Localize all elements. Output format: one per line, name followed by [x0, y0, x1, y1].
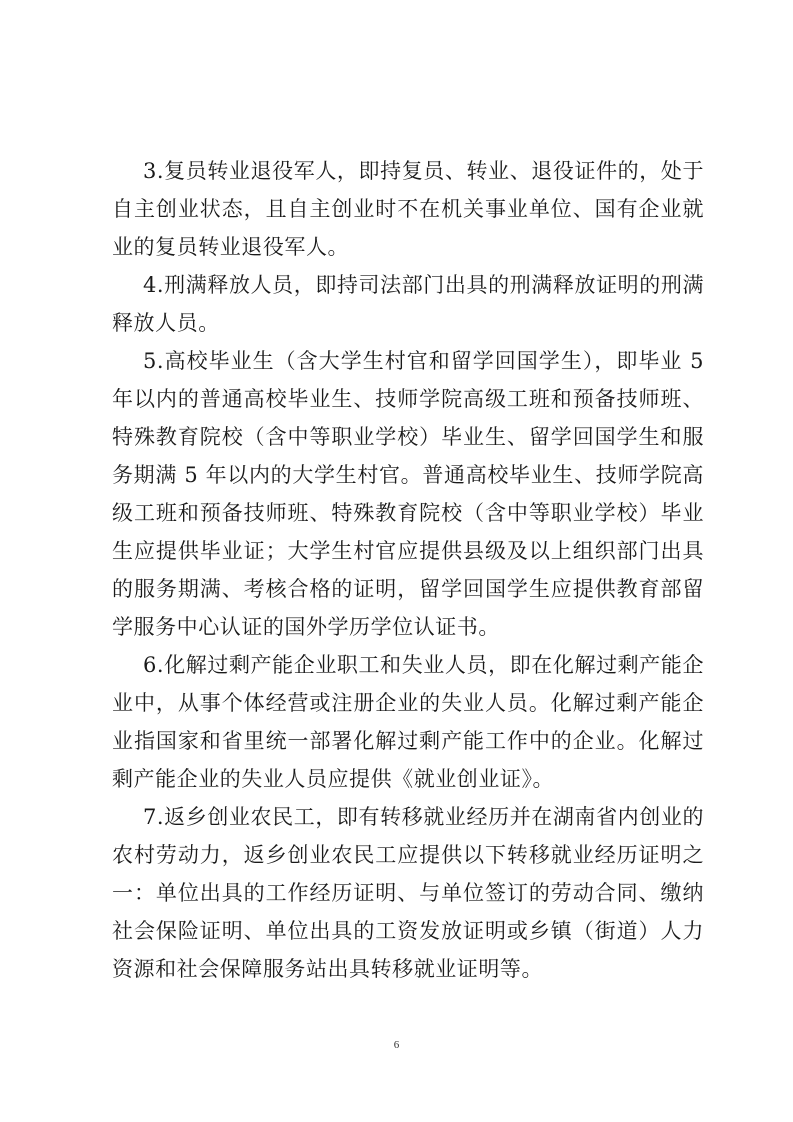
paragraph-item-7: 7.返乡创业农民工，即有转移就业经历并在湖南省内创业的农村劳动力，返乡创业农民工应提供以下转移就业经历证明之一：单位出具的工作经历证明、与单位签订的劳动合同、缴纳社会保险证明、单位出具的工资发放证明或乡镇（街道）人力资源和社会保障服务站出具转移就业证明等。: [112, 805, 704, 981]
paragraph-item-3: 3.复员转业退役军人，即持复员、转业、退役证件的，处于自主创业状态，且自主创业时不在机关事业单位、国有企业就业的复员转业退役军人。: [112, 159, 704, 259]
document-body: [112, 152, 704, 988]
page-number: 6: [393, 1039, 400, 1051]
paragraph-item-6: 6.化解过剩产能企业职工和失业人员，即在化解过剩产能企业中，从事个体经营或注册企业的失业人员。化解过剩产能企业指国家和省里统一部署化解过剩产能工作中的企业。化解过剩产能企业的失业人员应提供《就业创业证》。: [112, 653, 704, 791]
paragraph-item-5: 5.高校毕业生（含大学生村官和留学回国学生），即毕业 5 年以内的普通高校毕业生、技师学院高级工班和预备技师班、特殊教育院校（含中等职业学校）毕业生、留学回国学生和服务期满 5 年以内的大学生村官。普通高校毕业生、技师学院高级工班和预备技师班、特殊教育院校（含中等职业学校）毕业生应提供毕业证；大学生村官应提供县级及以上组织部门出具的服务期满、考核合格的证明，留学回国学生应提供教育部留学服务中心认证的国外学历学位认证书。: [112, 349, 704, 639]
paragraph-item-4: 4.刑满释放人员，即持司法部门出具的刑满释放证明的刑满释放人员。: [112, 273, 704, 335]
